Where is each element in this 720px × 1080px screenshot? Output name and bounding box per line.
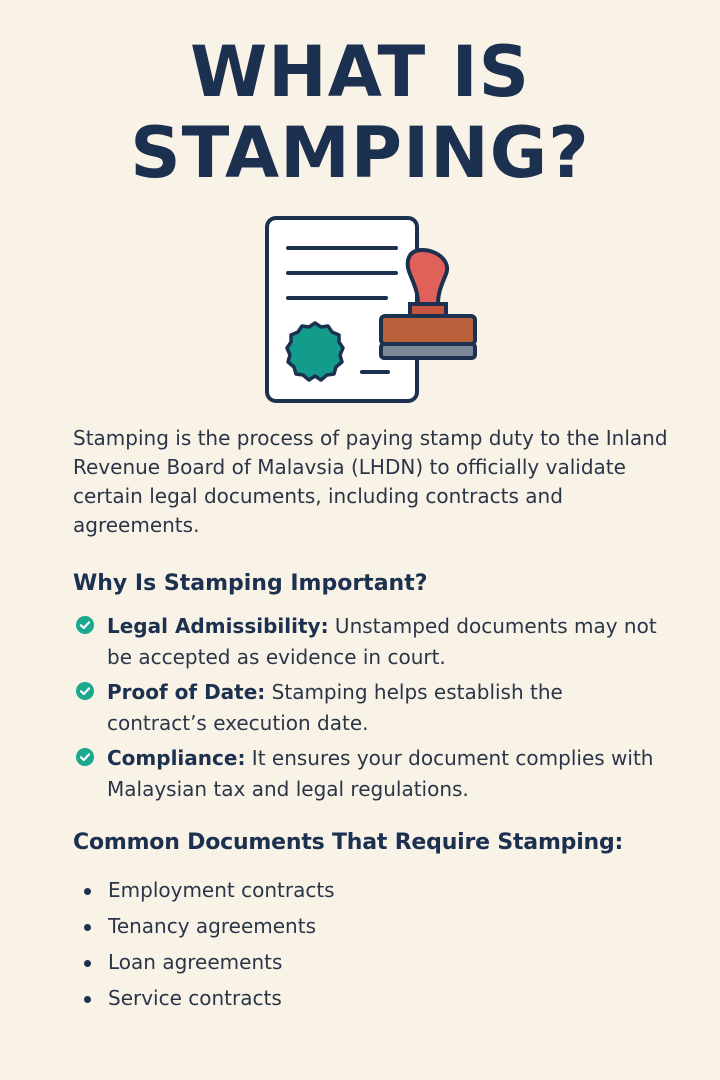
list-item	[84, 983, 484, 1013]
document-with-stamp-icon	[262, 212, 487, 408]
paper-shape	[267, 218, 417, 401]
check-circle-icon	[76, 748, 94, 766]
check-item-label: Proof of Date:	[107, 680, 266, 704]
list-item	[84, 911, 484, 941]
check-item-label: Compliance:	[107, 746, 246, 770]
list-item-text: Loan agreements	[108, 950, 283, 974]
check-item-description: Stamping helps establish the contract’s execution date.	[107, 680, 563, 735]
bullet-dot-icon	[84, 924, 91, 931]
check-item-description: It ensures your document complies with Malaysian tax and legal regulations.	[107, 746, 654, 801]
list-item	[84, 947, 484, 977]
why-heading: Why Is Stamping Important?	[73, 571, 428, 596]
list-item-text: Employment contracts	[108, 878, 335, 902]
check-circle-icon	[76, 682, 94, 700]
check-item-label: Legal Admissibility:	[107, 614, 329, 638]
check-circle-icon	[76, 616, 94, 634]
check-item-text	[107, 677, 667, 739]
bullet-dot-icon	[84, 888, 91, 895]
seal-badge-icon	[287, 323, 343, 380]
page-title-line-2: STAMPING?	[130, 112, 590, 194]
page-title-line-1: WHAT IS	[189, 31, 531, 113]
list-item	[84, 875, 484, 905]
check-item-text	[107, 611, 667, 673]
check-item-text	[107, 743, 667, 805]
intro-paragraph: Stamping is the process of paying stamp duty to the Inland Revenue Board of Malavsia (LHDN) to officially validate certain legal documents, including contracts and agreements.	[73, 426, 668, 537]
common-documents-heading: Common Documents That Require Stamping:	[73, 830, 624, 855]
list-item-text: Tenancy agreements	[108, 914, 316, 938]
list-item-text: Service contracts	[108, 986, 282, 1010]
bullet-dot-icon	[84, 996, 91, 1003]
check-item-description: Unstamped documents may not be accepted as evidence in court.	[107, 614, 657, 669]
bullet-dot-icon	[84, 960, 91, 967]
